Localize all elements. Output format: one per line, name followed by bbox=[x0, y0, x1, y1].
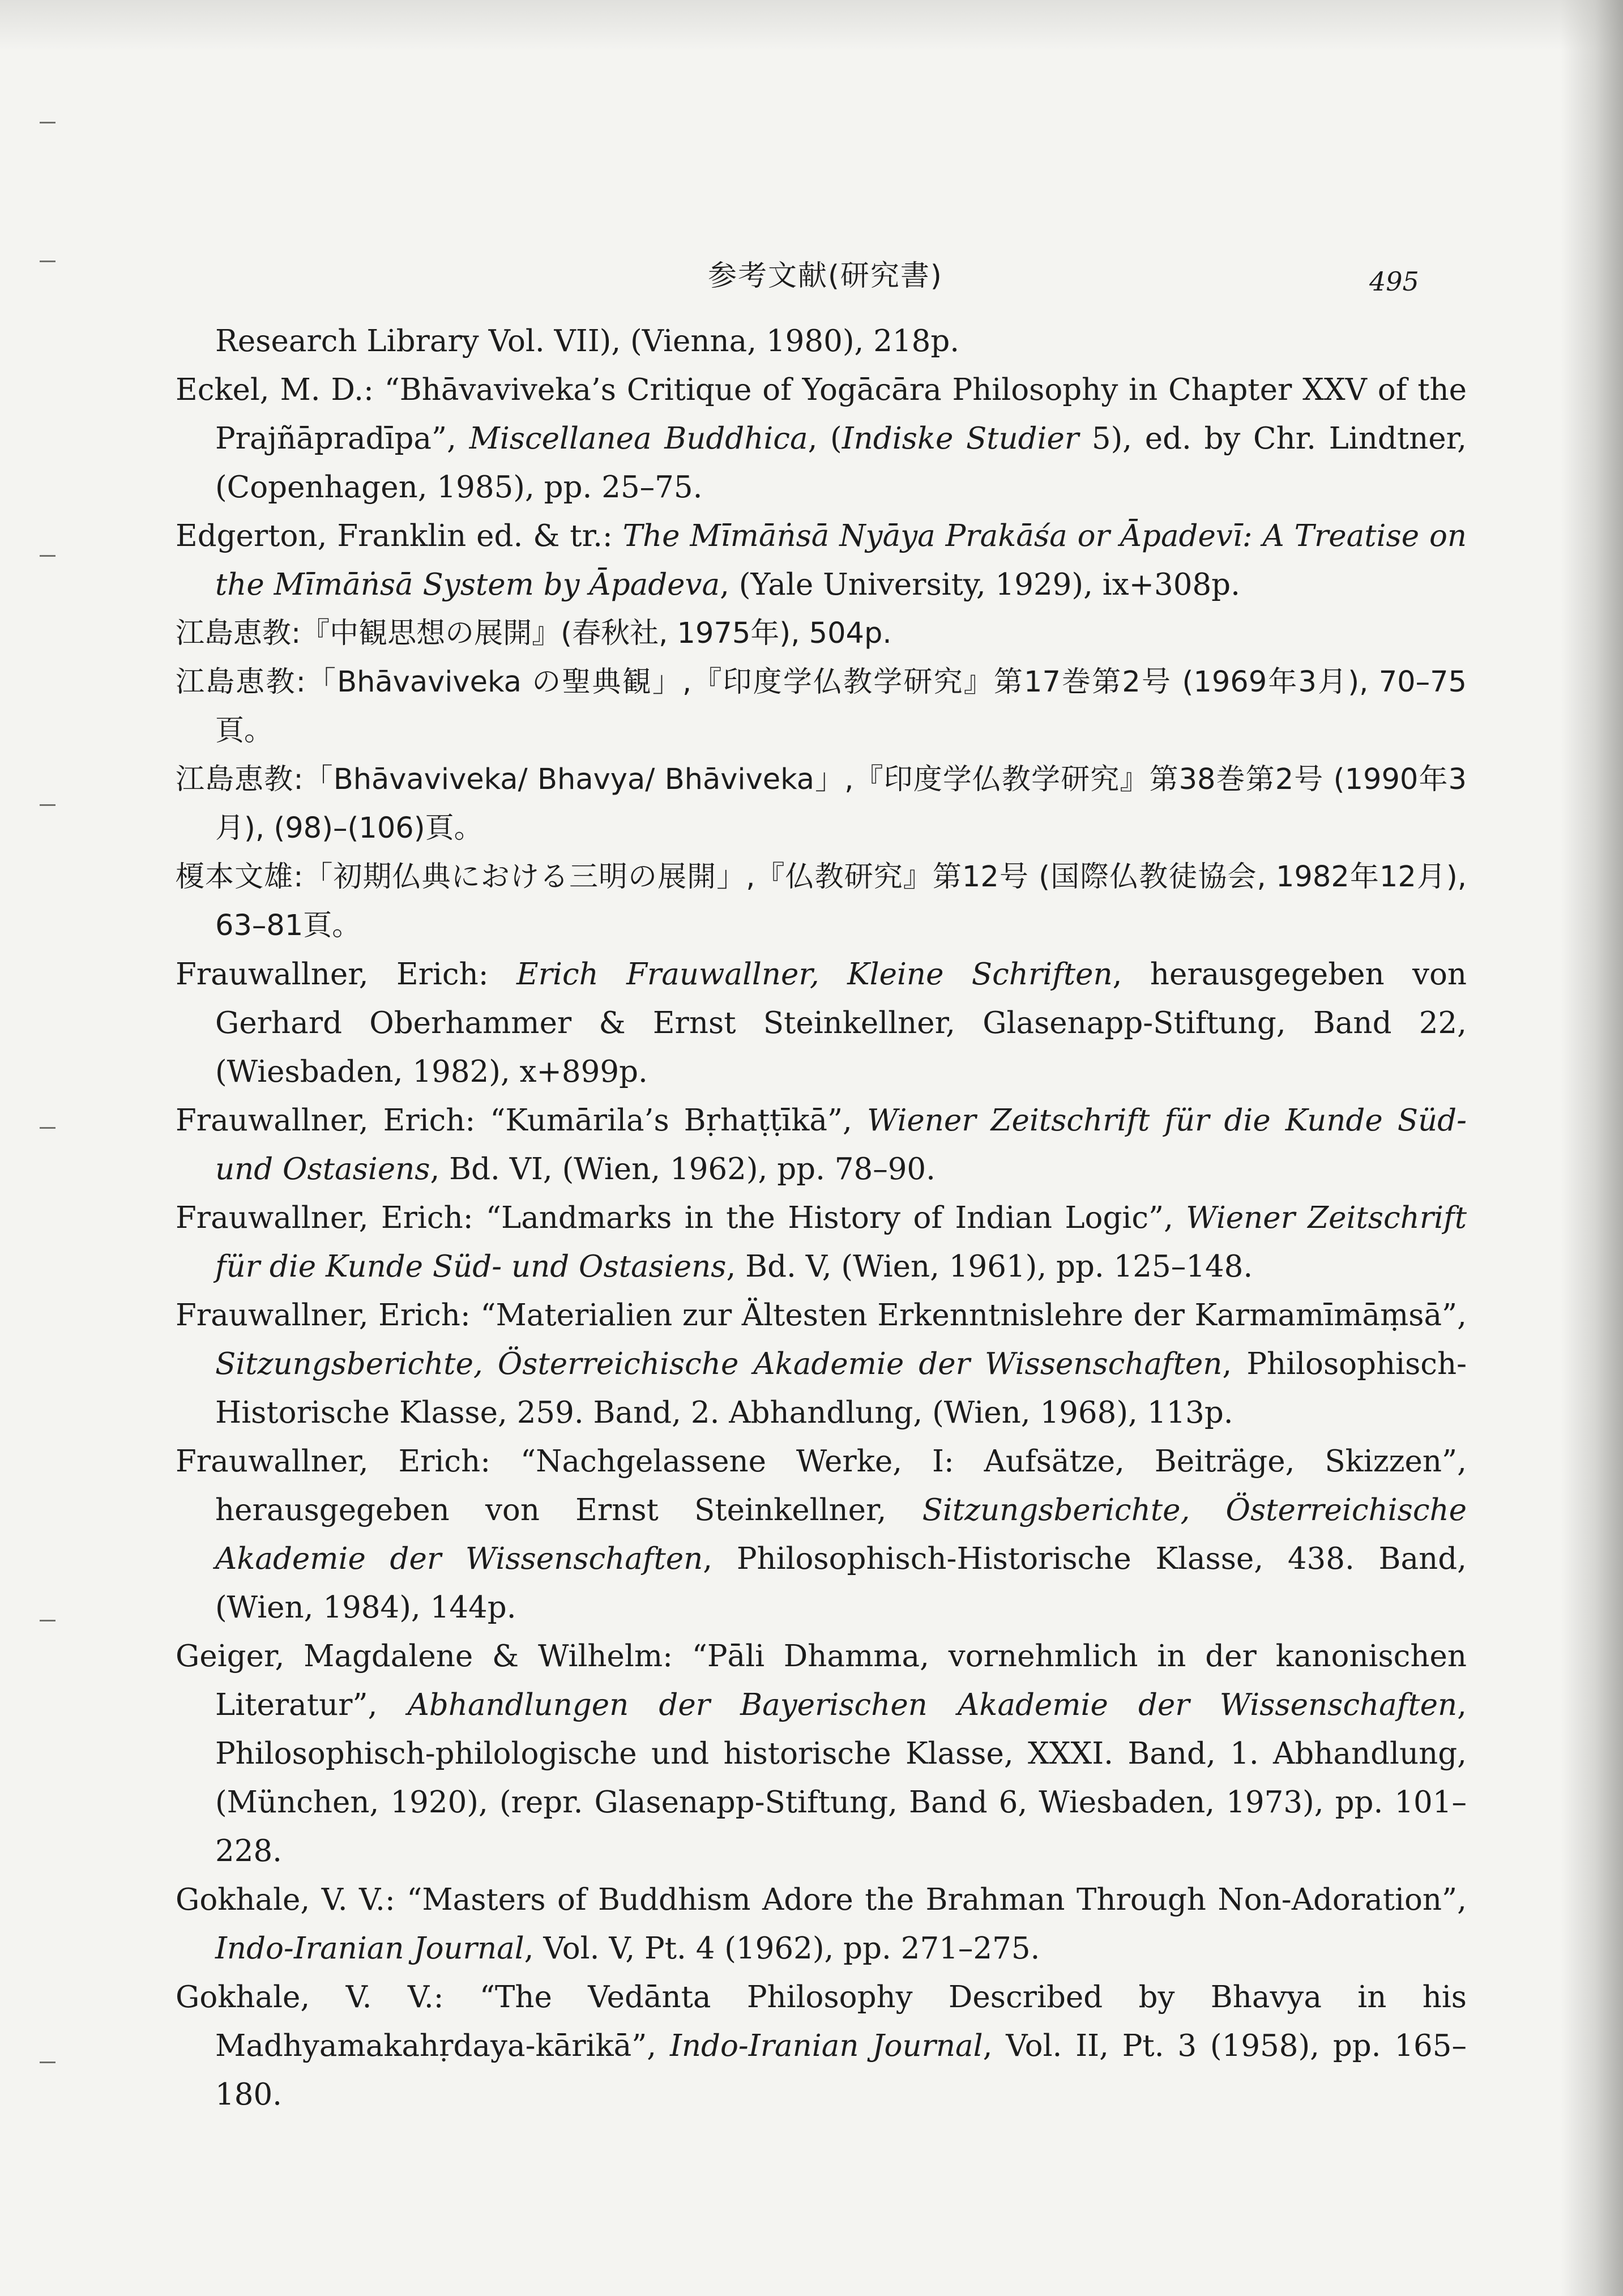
entry-title-italic: Indo-Iranian Journal bbox=[215, 1931, 524, 1966]
entry-text: , Philosophisch-philologische und historische Klasse, XXXI. Band, 1. Abhandlung, (München, 1920), (repr. Glasenapp-Stiftung, Band 6, Wiesbaden, 1973), pp. 101–228. bbox=[215, 1688, 1467, 1868]
entry-text: Edgerton, Franklin ed. & tr.: bbox=[176, 519, 623, 553]
bibliography-entry bbox=[176, 1437, 1467, 1632]
entry-title-italic: Erich Frauwallner, Kleine Schriften bbox=[516, 957, 1113, 992]
entry-text: , (Yale University, 1929), ix+308p. bbox=[720, 567, 1240, 602]
entry-text: Frauwallner, Erich: “Nachgelassene Werke, I: Aufsätze, Beiträge, Skizzen”, herausgegeben von Ernst Steinkellner, bbox=[176, 1444, 1467, 1527]
entry-title-italic: Indo-Iranian Journal bbox=[669, 2029, 983, 2063]
bibliography-entry bbox=[176, 1194, 1467, 1291]
page-number: 495 bbox=[1369, 266, 1419, 297]
entry-text: , herausgegeben von Gerhard Oberhammer & Ernst Steinkellner, Glasenapp-Stiftung, Band 22, (Wiesbaden, 1982), x+899p. bbox=[215, 957, 1467, 1089]
entry-text: , Vol. II, Pt. 3 (1958), pp. 165–180. bbox=[215, 2029, 1467, 2112]
bibliography-entry bbox=[176, 950, 1467, 1096]
entry-text: 江島恵教:「Bhāvaviveka/ Bhavya/ Bhāviveka」,『印度学仏教学研究』第38巻第2号 (1990年3月), (98)–(106)頁。 bbox=[176, 763, 1467, 845]
entry-text: Geiger, Magdalene & Wilhelm: “Pāli Dhamma, vornehmlich in der kanonischen Literatur”, bbox=[176, 1639, 1467, 1722]
entry-text: , Philosophisch-Historische Klasse, 259. Band, 2. Abhandlung, (Wien, 1968), 113p. bbox=[215, 1347, 1467, 1430]
margin-tick bbox=[40, 122, 55, 123]
bibliography-entry bbox=[176, 1291, 1467, 1437]
entry-title-italic: Wiener Zeitschrift für die Kunde Süd- und Ostasiens bbox=[215, 1201, 1467, 1284]
bibliography-entry bbox=[176, 1632, 1467, 1876]
entry-text: Frauwallner, Erich: “Kumārila’s Bṛhaṭṭīkā”, bbox=[176, 1103, 867, 1138]
bibliography-entry bbox=[176, 512, 1467, 609]
bibliography-entry bbox=[176, 1876, 1467, 1973]
bibliography-entry bbox=[176, 756, 1467, 853]
entry-text: Frauwallner, Erich: bbox=[176, 957, 516, 992]
bibliography-entry-continued bbox=[176, 317, 1467, 366]
entry-text: 江島恵教:『中観思想の展開』(春秋社, 1975年), 504p. bbox=[176, 617, 892, 650]
bibliography-list bbox=[176, 317, 1467, 2119]
entry-title-italic: Wiener Zeitschrift für die Kunde Süd- und Ostasiens bbox=[215, 1103, 1467, 1187]
scan-right-edge-shadow bbox=[1561, 0, 1623, 2296]
scan-top-shadow bbox=[0, 0, 1623, 51]
entry-title-italic: The Mīmāṅsā Nyāya Prakāśa or Āpadevī: A Treatise on the Mīmāṅsā System by Āpadeva bbox=[215, 519, 1467, 602]
margin-tick bbox=[40, 555, 55, 557]
bibliography-entry bbox=[176, 853, 1467, 950]
entry-text: 5), ed. by Chr. Lindtner, (Copenhagen, 1985), pp. 25–75. bbox=[215, 421, 1467, 505]
bibliography-entry bbox=[176, 609, 1467, 658]
margin-tick bbox=[40, 261, 55, 262]
entry-text: , Philosophisch-Historische Klasse, 438. Band, (Wien, 1984), 144p. bbox=[215, 1542, 1467, 1625]
bibliography-entry bbox=[176, 1973, 1467, 2119]
running-head: 参考文献(研究書) bbox=[708, 259, 943, 293]
entry-text: Eckel, M. D.: “Bhāvaviveka’s Critique of Yogācāra Philosophy in Chapter XXV of the Prajñāpradīpa”, bbox=[176, 373, 1467, 456]
entry-text: Research Library Vol. VII), (Vienna, 1980), 218p. bbox=[215, 324, 960, 359]
entry-title-italic: Sitzungsberichte, Österreichische Akademie der Wissenschaften bbox=[215, 1347, 1223, 1381]
entry-text: 江島恵教:「Bhāvaviveka の聖典観」,『印度学仏教学研究』第17巻第2号 (1969年3月), 70–75頁。 bbox=[176, 665, 1467, 748]
entry-text: , Vol. V, Pt. 4 (1962), pp. 271–275. bbox=[524, 1931, 1040, 1966]
bibliography-entry bbox=[176, 1096, 1467, 1194]
entry-text: , ( bbox=[808, 421, 842, 456]
entry-text: Frauwallner, Erich: “Materialien zur Ältesten Erkenntnislehre der Karmamīmāṃsā”, bbox=[176, 1298, 1467, 1333]
bibliography-entry bbox=[176, 366, 1467, 512]
entry-title-italic: Sitzungsberichte, Österreichische Akademie der Wissenschaften bbox=[215, 1493, 1467, 1576]
margin-tick bbox=[40, 1127, 55, 1129]
entry-title-italic: Abhandlungen der Bayerischen Akademie der Wissenschaften bbox=[407, 1688, 1458, 1722]
entry-text: , Bd. V, (Wien, 1961), pp. 125–148. bbox=[726, 1249, 1253, 1284]
margin-tick bbox=[40, 804, 55, 806]
entry-text: Gokhale, V. V.: “Masters of Buddhism Adore the Brahman Through Non-Adoration”, bbox=[176, 1883, 1467, 1917]
margin-tick bbox=[40, 2062, 55, 2063]
margin-tick bbox=[40, 1620, 55, 1621]
entry-text: Frauwallner, Erich: “Landmarks in the History of Indian Logic”, bbox=[176, 1201, 1186, 1235]
entry-text: 榎本文雄:「初期仏典における三明の展開」,『仏教研究』第12号 (国際仏教徒協会, 1982年12月), 63–81頁。 bbox=[176, 860, 1467, 942]
entry-text: Gokhale, V. V.: “The Vedānta Philosophy Described by Bhavya in his Madhyamakahṛdaya-kārikā”, bbox=[176, 1980, 1467, 2063]
entry-title-italic: Miscellanea Buddhica bbox=[469, 421, 808, 456]
entry-text: , Bd. VI, (Wien, 1962), pp. 78–90. bbox=[430, 1152, 936, 1187]
bibliography-entry bbox=[176, 658, 1467, 756]
entry-series-italic: Indiske Studier bbox=[842, 421, 1079, 456]
